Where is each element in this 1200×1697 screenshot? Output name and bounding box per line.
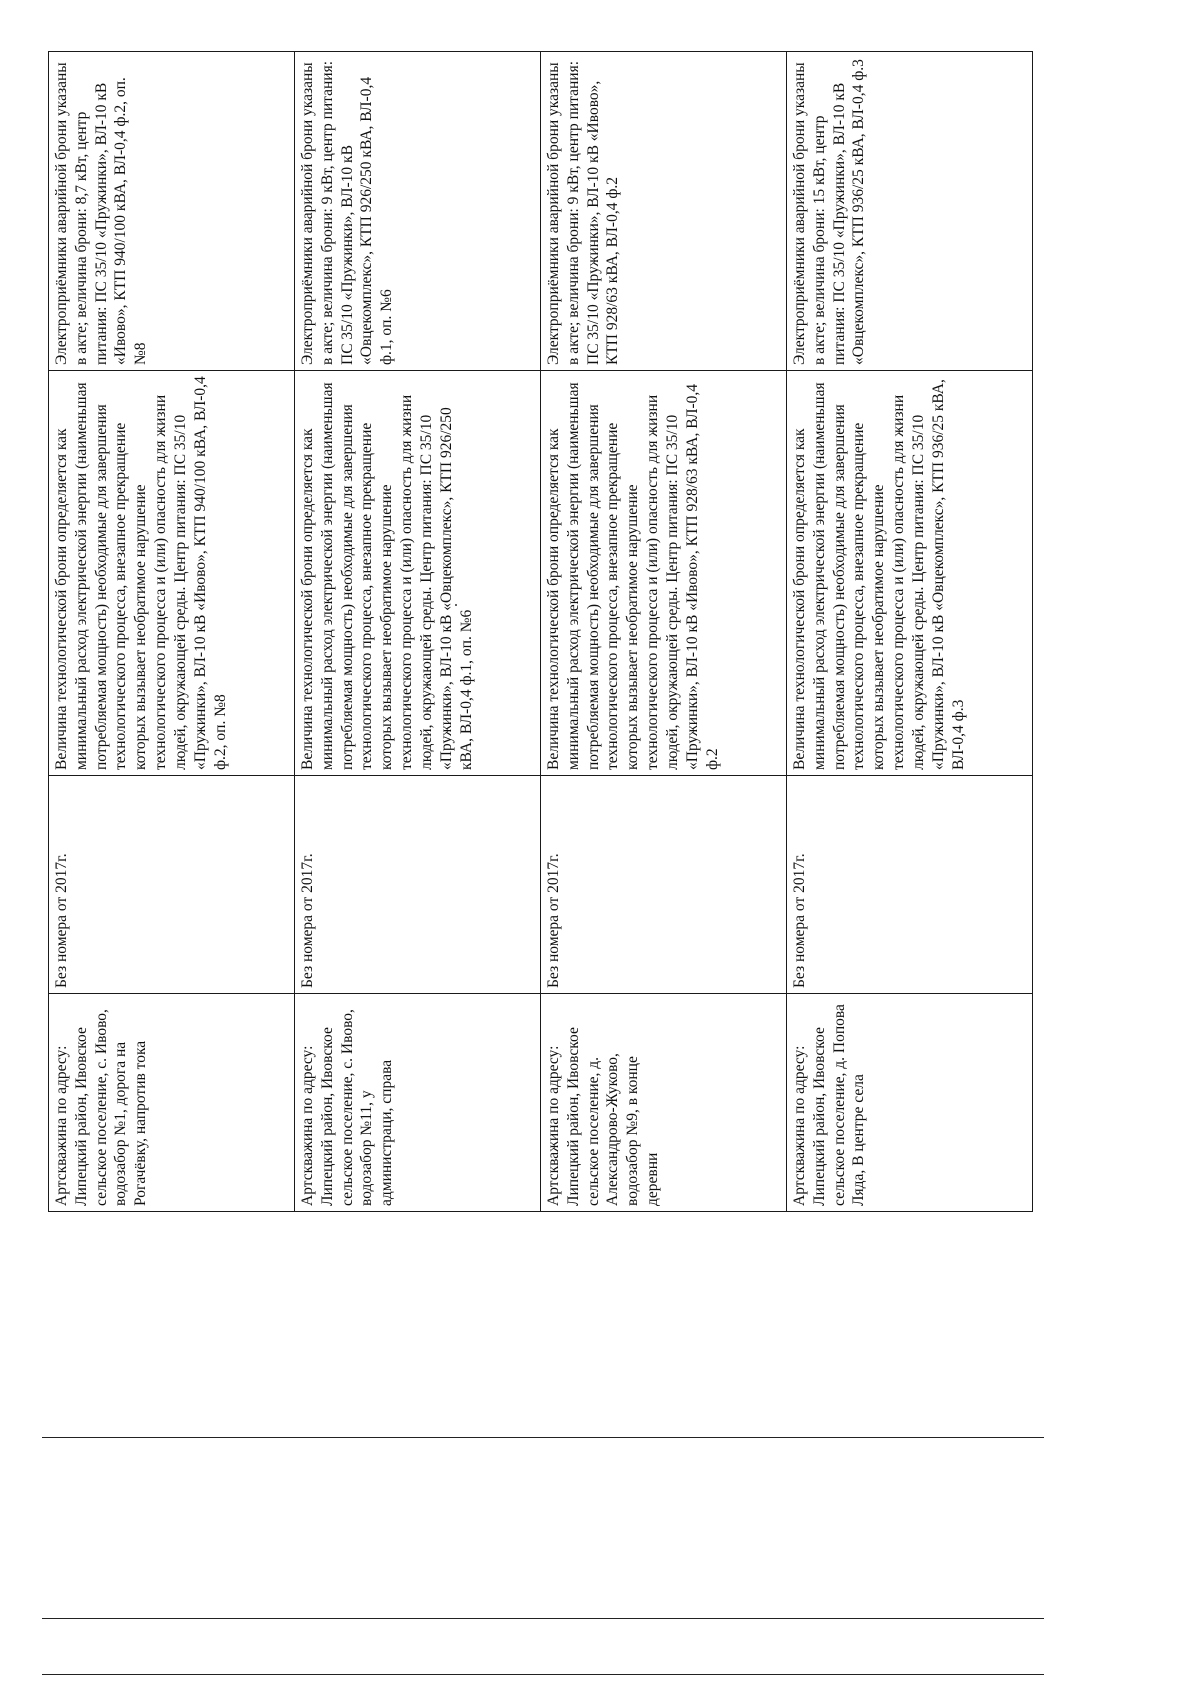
emergency-reserve-cell: Электроприёмники аварийной брони указаны в акте; величина брони: 9 кВт, центр питания: ПС 35/10 «Пружинки», ВЛ-10 кВ «Ивово», КТП 928/63 кВА, ВЛ-0,4 ф.2: [541, 52, 787, 371]
table-row: [541, 52, 787, 1212]
table-row: [787, 52, 1033, 1212]
tech-reserve-cell: Величина технологической брони определяется как минимальный расход электрической энергии (наименьшая потребляемая мощность) необходимые для завершения технологического процесса, внезапное прекращение которых вызывает необратимое нарушение технологического процесса и (или) опасность для жизни людей, окружающей среды. Центр питания: ПС 35/10 «Пружинки», ВЛ-10 кВ «Овцекомплекс», КТП 936/25 кВА, ВЛ-0,4 ф.3: [787, 371, 1033, 776]
document-cell: Без номера от 2017г.: [49, 776, 295, 994]
horizontal-rule: [42, 1437, 1044, 1438]
tech-reserve-cell: Величина технологической брони определяется как минимальный расход электрической энергии (наименьшая потребляемая мощность) необходимые для завершения технологического процесса, внезапное прекращение которых вызывает необратимое нарушение технологического процесса и (или) опасность для жизни людей, окружающей среды. Центр питания: ПС 35/10 «Пружинки», ВЛ-10 кВ «Овцекомплекс», КТП 926/250 кВА, ВЛ-0,4 ф.1, оп. №6: [295, 371, 541, 776]
tech-reserve-cell: Величина технологической брони определяется как минимальный расход электрической энергии (наименьшая потребляемая мощность) необходимые для завершения технологического процесса, внезапное прекращение которых вызывает необратимое нарушение технологического процесса и (или) опасность для жизни людей, окружающей среды. Центр питания: ПС 35/10 «Пружинки», ВЛ-10 кВ «Ивово», КТП 928/63 кВА, ВЛ-0,4 ф.2: [541, 371, 787, 776]
object-cell: Артскважина по адресу: Липецкий район, Ивовское сельское поселение, с. Ивово, водозабор №11, у администраци, справа: [295, 994, 541, 1212]
object-cell: Артскважина по адресу: Липецкий район, Ивовское сельское поселение, д. Александрово-Жуково, водозабор №9, в конце деревни: [541, 994, 787, 1212]
object-cell: Артскважина по адресу: Липецкий район, Ивовское сельское поселение, д. Попова Ляда, В центре села: [787, 994, 1033, 1212]
tech-reserve-cell: Величина технологической брони определяется как минимальный расход электрической энергии (наименьшая потребляемая мощность) необходимые для завершения технологического процесса, внезапное прекращение которых вызывает необратимое нарушение технологического процесса и (или) опасность для жизни людей, окружающей среды. Центр питания: ПС 35/10 «Пружинки», ВЛ-10 кВ «Ивово», КТП 940/100 кВА, ВЛ-0,4 ф.2, оп. №8: [49, 371, 295, 776]
horizontal-rule: [42, 1674, 1044, 1675]
horizontal-rule: [42, 1618, 1044, 1619]
document-cell: Без номера от 2017г.: [541, 776, 787, 994]
document-cell: Без номера от 2017г.: [295, 776, 541, 994]
emergency-reserve-cell: Электроприёмники аварийной брони указаны в акте; величина брони: 8,7 кВт, центр питания: ПС 35/10 «Пружинки», ВЛ-10 кВ «Ивово», КТП 940/100 кВА, ВЛ-0,4 ф.2, оп. №8: [49, 52, 295, 371]
reserve-table: [48, 51, 1033, 1212]
emergency-reserve-cell: Электроприёмники аварийной брони указаны в акте; величина брони: 9 кВт, центр питания: ПС 35/10 «Пружинки», ВЛ-10 кВ «Овцекомплекс», КТП 926/250 кВА, ВЛ-0,4 ф.1, оп. №6: [295, 52, 541, 371]
emergency-reserve-cell: Электроприёмники аварийной брони указаны в акте; величина брони: 15 кВт, центр питания: ПС 35/10 «Пружинки», ВЛ-10 кВ «Овцекомплекс», КТП 936/25 кВА, ВЛ-0,4 ф.3: [787, 52, 1033, 371]
table-row: [49, 52, 295, 1212]
table-row: [295, 52, 541, 1212]
object-cell: Артскважина по адресу: Липецкий район, Ивовское сельское поселение, с. Ивово, водозабор №1, дорога на Рогачёвку, напротив тока: [49, 994, 295, 1212]
rotated-table-wrapper: [48, 52, 1033, 1212]
document-cell: Без номера от 2017г.: [787, 776, 1033, 994]
